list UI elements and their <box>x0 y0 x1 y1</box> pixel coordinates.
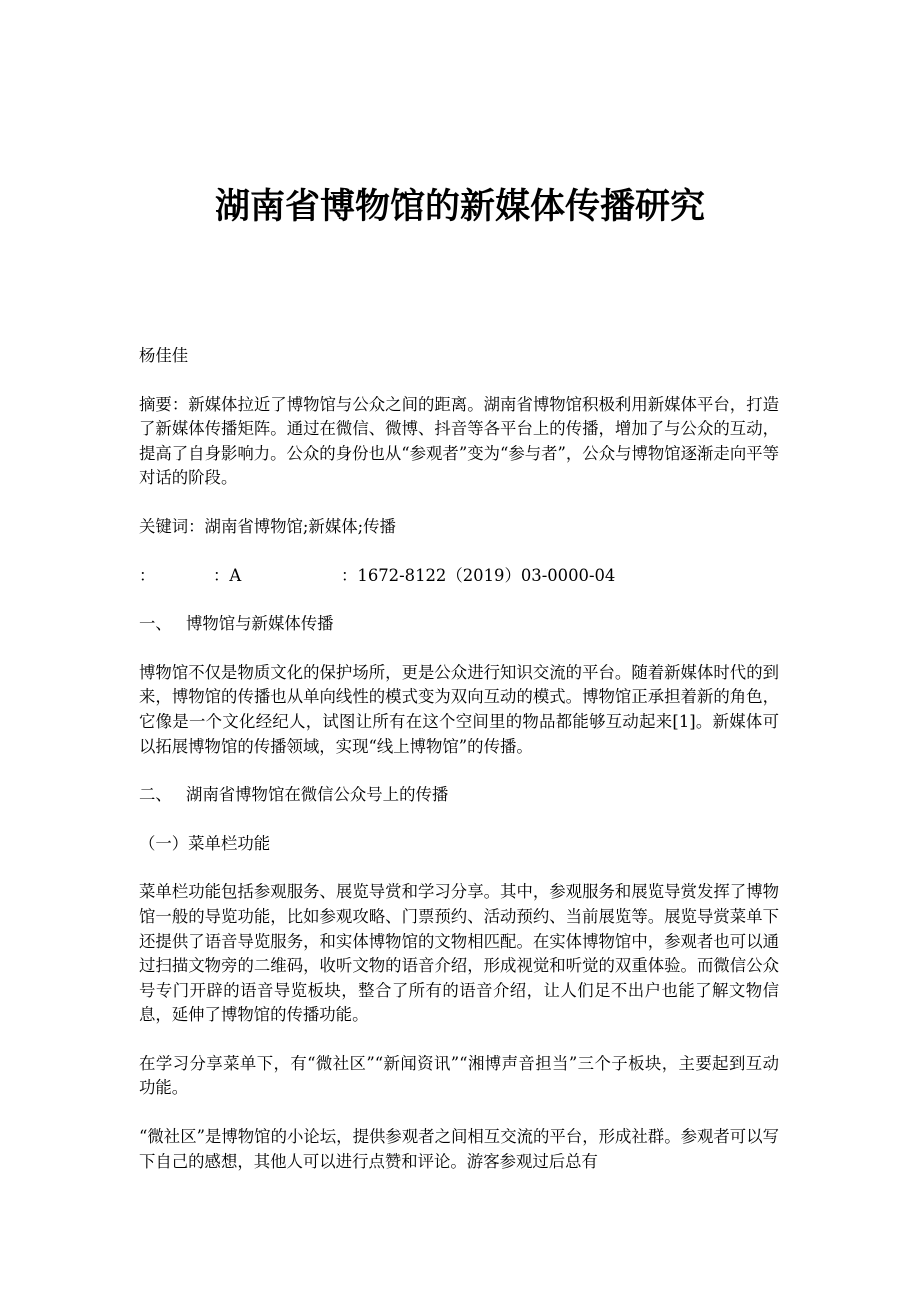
section-title-2: 湖南省博物馆在微信公众号上的传播 <box>186 785 449 805</box>
document-code: ：A <box>213 565 242 585</box>
section-heading-1 <box>139 612 779 637</box>
paper-title: 湖南省博物馆的新媒体传播研究 <box>214 186 705 227</box>
author-name: 杨佳佳 <box>139 346 189 365</box>
abstract-paragraph: 摘要：新媒体拉近了博物馆与公众之间的距离。湖南省博物馆积极利用新媒体平台，打造了新媒体传播矩阵。通过在微信、微博、抖音等各平台上的传播，增加了与公众的互动，提高了自身影响力。公众的身份也从“参观者”变为“参与者”，公众与博物馆逐渐走向平等对话的阶段。 <box>139 394 779 488</box>
article-number: ：1672-8122（2019）03-0000-04 <box>341 565 616 585</box>
section-1-paragraph: 博物馆不仅是物质文化的保护场所，更是公众进行知识交流的平台。随着新媒体时代的到来，博物馆的传播也从单向线性的模式变为双向互动的模式。博物馆正承担着新的角色，它像是一个文化经纪人，试图让所有在这个空间里的物品都能够互动起来[1]。新媒体可以拓展博物馆的传播领域，实现“线上博物馆”的传播。 <box>139 662 779 756</box>
section-number-2: 二、 <box>139 785 172 805</box>
keywords-line: 关键词：湖南省博物馆;新媒体;传播 <box>139 516 396 536</box>
section-2-paragraph-2: 在学习分享菜单下，有“微社区”“新闻资讯”“湘博声音担当”三个子板块，主要起到互动功能。 <box>139 1053 779 1098</box>
paper-body <box>139 344 779 1198</box>
classification-line <box>139 564 779 589</box>
section-2-paragraph-1: 菜单栏功能包括参观服务、展览导赏和学习分享。其中，参观服务和展览导赏发挥了博物馆一般的导览功能，比如参观攻略、门票预约、活动预约、当前展览等。展览导赏菜单下还提供了语音导览服务，和实体博物馆的文物相匹配。在实体博物馆中，参观者也可以通过扫描文物旁的二维码，收听文物的语音介绍，形成视觉和听觉的双重体验。而微信公众号专门开辟的语音导览板块，整合了所有的语音介绍，让人们足不出户也能了解文物信息，延伸了博物馆的传播功能。 <box>139 882 779 1025</box>
section-title-1: 博物馆与新媒体传播 <box>186 614 334 634</box>
subsection-heading-1: （一）菜单栏功能 <box>139 833 271 853</box>
section-number-1: 一、 <box>139 614 172 634</box>
classification-colon: ： <box>139 565 156 585</box>
section-2-paragraph-3: “微社区”是博物馆的小论坛，提供参观者之间相互交流的平台，形成社群。参观者可以写下自己的感想，其他人可以进行点赞和评论。游客参观过后总有 <box>139 1127 779 1171</box>
section-heading-2 <box>139 783 779 808</box>
